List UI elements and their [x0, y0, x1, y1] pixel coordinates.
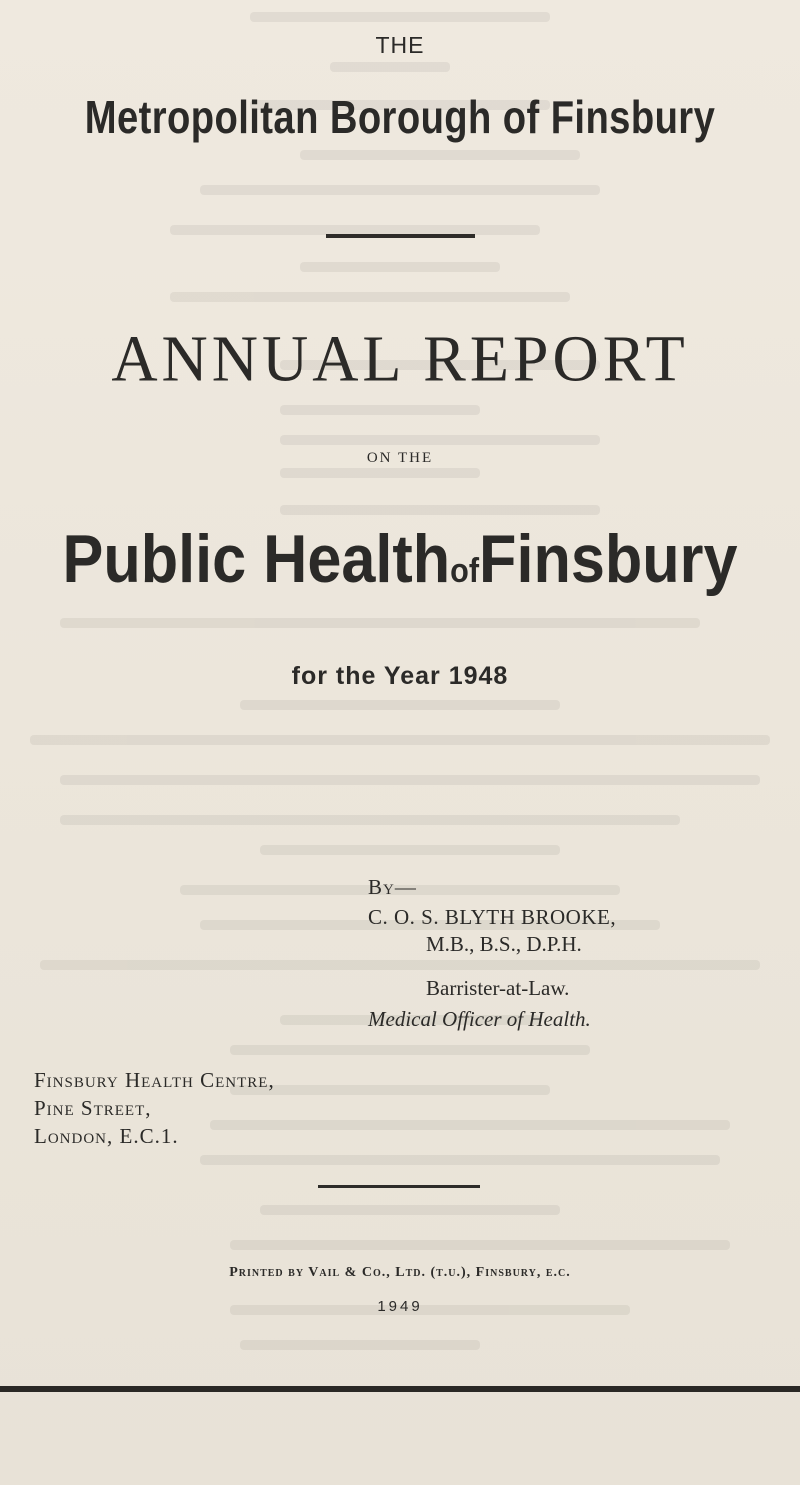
address-line-3: London, E.C.1. [34, 1124, 179, 1148]
address-line-2: Pine Street, [34, 1096, 152, 1120]
report-year: for the Year 1948 [291, 662, 509, 690]
on-the-label: ON THE [366, 450, 434, 466]
borough-title: Metropolitan Borough of Finsbury [84, 91, 716, 143]
imprint-divider [318, 1185, 480, 1188]
subject-title [40, 520, 760, 598]
author-qualifications: M.B., B.S., D.P.H. [426, 932, 582, 956]
author-barrister: Barrister-at-Law. [426, 976, 570, 1000]
printer-imprint: Printed by Vail & Co., Ltd. (t.u.), Finsbury, e.c. [229, 1265, 571, 1280]
subject-main: Public Health [62, 521, 451, 597]
subject-place: Finsbury [479, 521, 738, 597]
author-name: C. O. S. BLYTH BROOKE, [368, 905, 617, 929]
bottom-edge-rule [0, 1386, 800, 1392]
address-line-1: Finsbury Health Centre, [34, 1068, 275, 1092]
subject-of: of [450, 552, 480, 590]
header-the: THE [375, 32, 425, 58]
imprint-year: 1949 [377, 1298, 423, 1315]
by-label: By— [368, 875, 417, 899]
title-divider [326, 234, 475, 238]
report-title: ANNUAL REPORT [111, 322, 689, 395]
author-role: Medical Officer of Health. [368, 1007, 591, 1031]
